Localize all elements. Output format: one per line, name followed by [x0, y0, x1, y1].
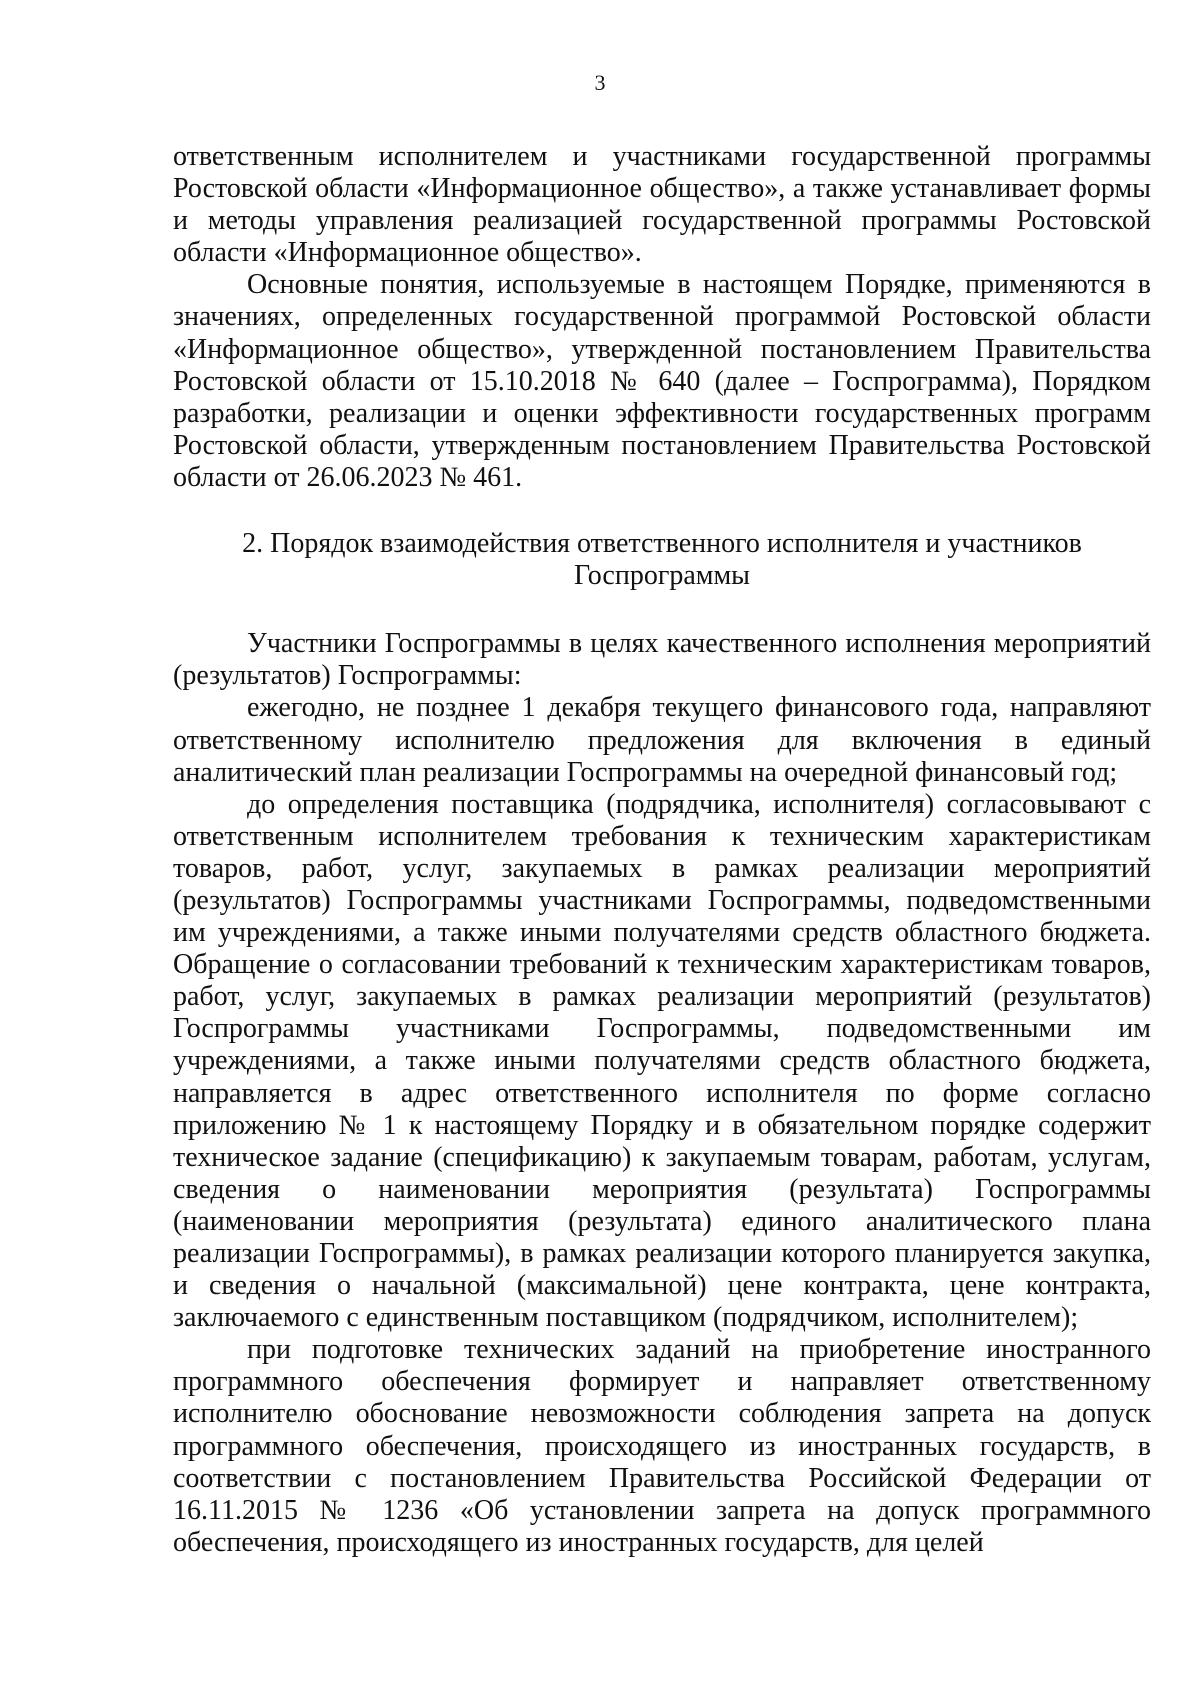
section-heading-line-2: Госпрограммы	[574, 560, 750, 592]
paragraph-participants-intro: Участники Госпрограммы в целях качественного исполнения мероприятий (результатов) Госпрограммы:	[173, 628, 1151, 692]
paragraph-definitions: Основные понятия, используемые в настоящем Порядке, применяются в значениях, определенных государственной программой Ростовской области «Информационное общество», утвержденной постановлением Правительства Ростовской области от 15.10.2018 № 640 (далее – Госпрограмма), Порядком разработки, реализации и оценки эффективности государственных программ Ростовской области, утвержденным постановлением Правительства Ростовской области от 26.06.2023 № 461.	[173, 269, 1151, 493]
document-body	[173, 141, 1151, 1559]
paragraph-foreign-software: при подготовке технических заданий на приобретение иностранного программного обеспечения формирует и направляет ответственному исполнителю обоснование невозможности соблюдения запрета на допуск программного обеспечения, происходящего из иностранных государств, в соответствии с постановлением Правительства Российской Федерации от 16.11.2015 № 1236 «Об установлении запрета на допуск программного обеспечения, происходящего из иностранных государств, для целей	[173, 1334, 1151, 1558]
paragraph-continuation: ответственным исполнителем и участниками государственной программы Ростовской области «Информационное общество», а также устанавливает формы и методы управления реализацией государственной программы Ростовской области «Информационное общество».	[173, 141, 1151, 269]
paragraph-annual-proposals: ежегодно, не позднее 1 декабря текущего финансового года, направляют ответственному исполнителю предложения для включения в единый аналитический план реализации Госпрограммы на очередной финансовый год;	[173, 692, 1151, 788]
paragraph-technical-requirements: до определения поставщика (подрядчика, исполнителя) согласовывают с ответственным исполнителем требования к техническим характеристикам товаров, работ, услуг, закупаемых в рамках реализации мероприятий (результатов) Госпрограммы участниками Госпрограммы, подведомственными им учреждениями, а также иными получателями средств областного бюджета. Обращение о согласовании требований к техническим характеристикам товаров, работ, услуг, закупаемых в рамках реализации мероприятий (результатов) Госпрограммы участниками Госпрограммы, подведомственными им учреждениями, а также иными получателями средств областного бюджета, направляется в адрес ответственного исполнителя по форме согласно приложению № 1 к настоящему Порядку и в обязательном порядке содержит техническое задание (спецификацию) к закупаемым товарам, работам, услугам, сведения о наименовании мероприятия (результата) Госпрограммы (наименовании мероприятия (результата) единого аналитического плана реализации Госпрограммы), в рамках реализации которого планируется закупка, и сведения о начальной (максимальной) цене контракта, цене контракта, заключаемого с единственным поставщиком (подрядчиком, исполнителем);	[173, 788, 1151, 1334]
section-heading	[173, 528, 1151, 592]
section-heading-line-1: 2. Порядок взаимодействия ответственного исполнителя и участников	[242, 528, 1082, 560]
page-number: 3	[594, 70, 606, 95]
